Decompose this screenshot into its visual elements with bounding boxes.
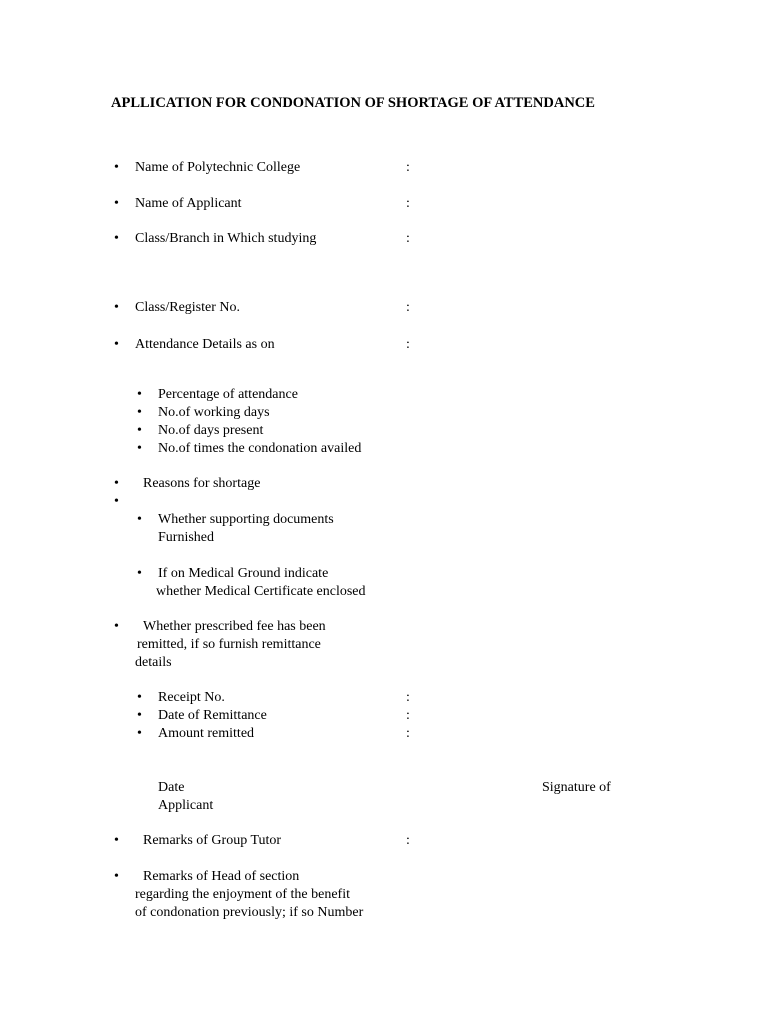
sub-bullet: • xyxy=(137,726,142,741)
field-label-register-no: Class/Register No. xyxy=(135,300,240,315)
field-colon: : xyxy=(406,337,410,352)
sub-item-amount-remitted: Amount remitted xyxy=(158,726,255,741)
sub-bullet: • xyxy=(137,441,142,456)
field-label-class-branch: Class/Branch in Which studying xyxy=(135,231,317,246)
document-title: APLLICATION FOR CONDONATION OF SHORTAGE OF ATTENDANCE xyxy=(111,95,595,111)
field-label-group-tutor: Remarks of Group Tutor xyxy=(143,833,282,848)
supporting-docs-line-1: Whether supporting documents xyxy=(158,512,334,527)
field-label-college: Name of Polytechnic College xyxy=(135,160,301,175)
field-colon: : xyxy=(406,231,410,246)
sub-bullet: • xyxy=(137,566,142,581)
bullet: • xyxy=(114,476,119,491)
sub-bullet: • xyxy=(137,690,142,705)
field-colon: : xyxy=(406,833,410,848)
head-section-line-3: of condonation previously; if so Number xyxy=(135,905,364,920)
supporting-docs-line-2: Furnished xyxy=(158,530,214,545)
sub-item-working-days: No.of working days xyxy=(158,405,270,420)
sub-item-receipt-no: Receipt No. xyxy=(158,690,225,705)
fee-line-3: details xyxy=(135,655,172,670)
bullet: • xyxy=(114,160,119,175)
date-label: Date xyxy=(158,780,185,795)
sub-item-condonation-availed: No.of times the condonation availed xyxy=(158,441,362,456)
bullet: • xyxy=(114,833,119,848)
field-label-reasons: Reasons for shortage xyxy=(143,476,261,491)
bullet: • xyxy=(114,300,119,315)
bullet: • xyxy=(114,869,119,884)
bullet: • xyxy=(114,231,119,246)
medical-line-2: whether Medical Certificate enclosed xyxy=(156,584,366,599)
field-colon: : xyxy=(406,726,410,741)
medical-line-1: If on Medical Ground indicate xyxy=(158,566,329,581)
head-section-line-2: regarding the enjoyment of the benefit xyxy=(135,887,350,902)
sub-bullet: • xyxy=(137,512,142,527)
field-label-attendance-details: Attendance Details as on xyxy=(135,337,275,352)
field-colon: : xyxy=(406,300,410,315)
empty-bullet: • xyxy=(114,494,119,509)
bullet: • xyxy=(114,619,119,634)
field-label-applicant: Name of Applicant xyxy=(135,196,242,211)
field-colon: : xyxy=(406,160,410,175)
bullet: • xyxy=(114,196,119,211)
applicant-label: Applicant xyxy=(158,798,214,813)
fee-line-1: Whether prescribed fee has been xyxy=(143,619,326,634)
sub-item-days-present: No.of days present xyxy=(158,423,264,438)
signature-label: Signature of xyxy=(542,780,611,795)
bullet: • xyxy=(114,337,119,352)
sub-bullet: • xyxy=(137,405,142,420)
sub-item-percentage: Percentage of attendance xyxy=(158,387,298,402)
sub-bullet: • xyxy=(137,423,142,438)
sub-bullet: • xyxy=(137,708,142,723)
field-colon: : xyxy=(406,196,410,211)
sub-item-date-of-remittance: Date of Remittance xyxy=(158,708,267,723)
field-colon: : xyxy=(406,690,410,705)
sub-bullet: • xyxy=(137,387,142,402)
field-colon: : xyxy=(406,708,410,723)
fee-line-2: remitted, if so furnish remittance xyxy=(137,637,321,652)
head-section-line-1: Remarks of Head of section xyxy=(143,869,300,884)
